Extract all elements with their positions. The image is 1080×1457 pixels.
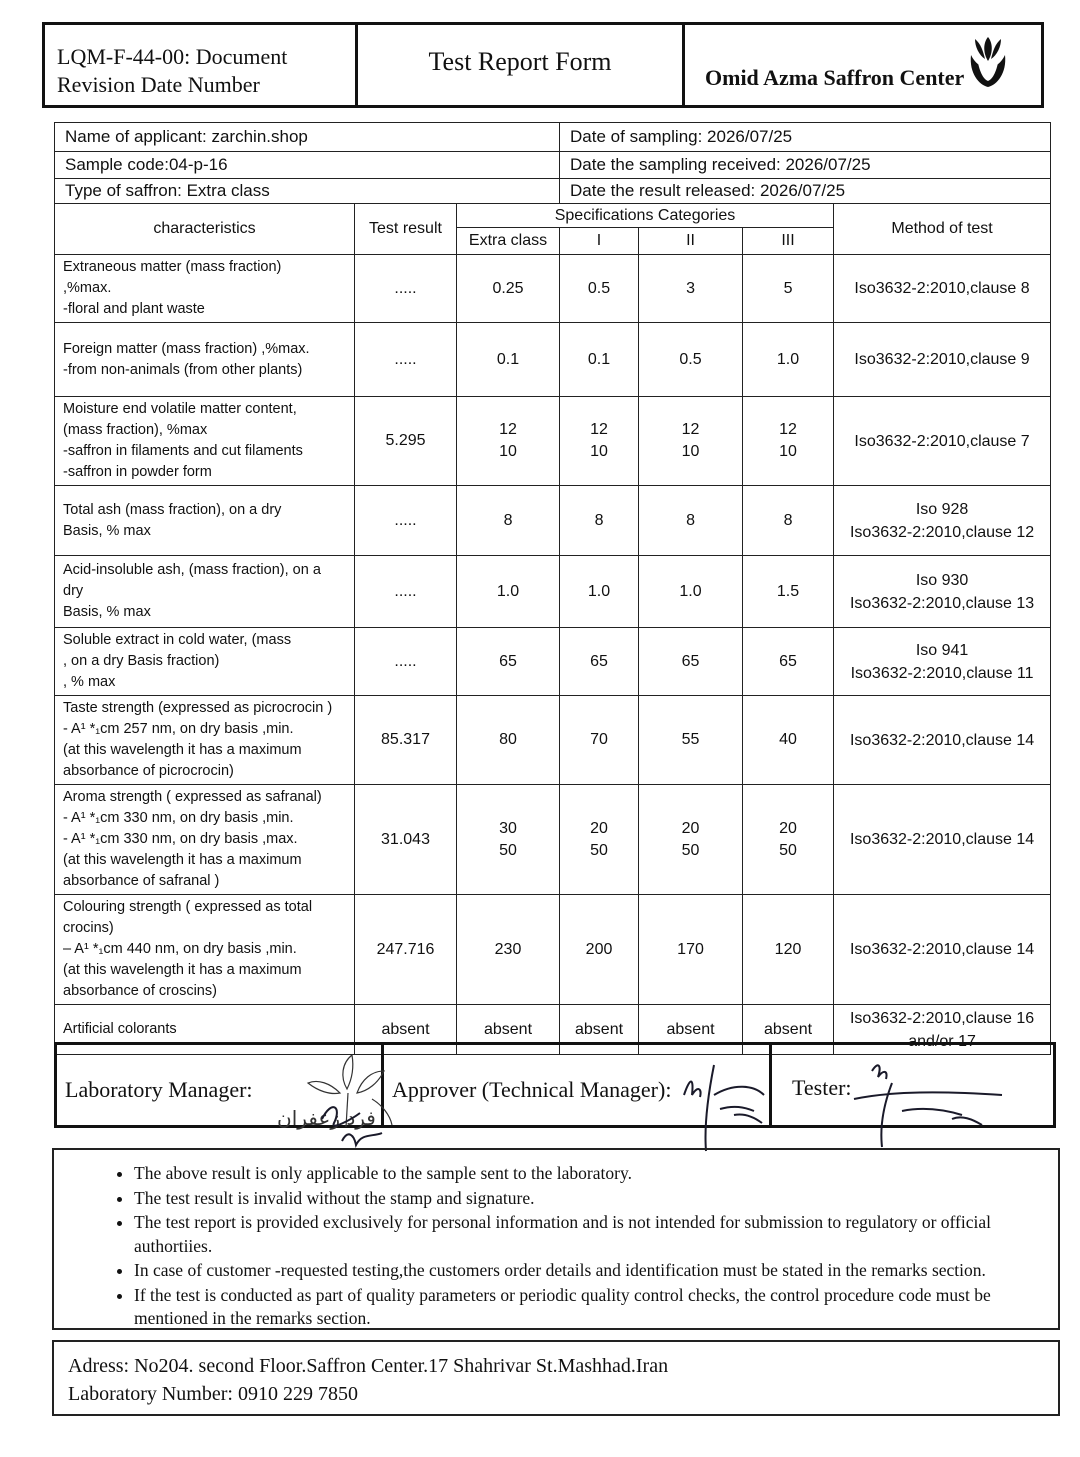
extra-class-cell: [457, 486, 560, 556]
method-cell: [834, 696, 1051, 785]
result-row: [55, 556, 1051, 628]
test-result-cell: 247.716: [355, 895, 457, 1005]
category-3-cell-line: absent: [764, 1020, 813, 1038]
category-2-cell-line: absent: [666, 1020, 715, 1038]
category-2-cell-line: 8: [686, 511, 695, 529]
category-1-cell-line: 200: [585, 940, 613, 958]
result-row: [55, 397, 1051, 486]
extra-class-cell-line: 0.25: [492, 279, 524, 297]
note-item: • In case of customer -requested testing,the customers order details and identification must be stated in the remarks section.: [134, 1259, 1040, 1283]
center-name: Omid Azma Saffron Center: [705, 65, 965, 90]
center-cell: [685, 25, 1041, 105]
category-1-cell: [560, 785, 639, 895]
extra-class-cell-line: 0.1: [496, 350, 520, 368]
characteristic-cell-line: ,%max.: [63, 280, 112, 296]
category-1-cell: [560, 696, 639, 785]
characteristic-cell-line: -from non-animals (from other plants): [63, 361, 303, 378]
category-1-cell-line: 20: [590, 819, 608, 837]
test-result-cell: .....: [355, 323, 457, 397]
category-2-cell: [639, 255, 743, 323]
category-1-cell-line: absent: [575, 1020, 624, 1038]
category-3-cell: [743, 696, 834, 785]
result-row: [55, 255, 1051, 323]
extra-class-cell: [457, 255, 560, 323]
approver-signature-icon: [674, 1055, 784, 1155]
method-cell-line: Iso 930: [915, 571, 969, 589]
test-result-cell: absent: [355, 1005, 457, 1055]
category-2-cell-line: 55: [681, 731, 700, 748]
extra-class-cell: [457, 397, 560, 486]
table-header-row: [55, 204, 1051, 228]
characteristic-cell-line: -saffron in powder form: [63, 464, 212, 480]
notes-box: [52, 1148, 1060, 1330]
category-3-cell-line: 10: [779, 443, 797, 460]
category-1-cell-line: 1.0: [587, 582, 611, 600]
result-row: [55, 895, 1051, 1005]
test-results-table: [54, 122, 1051, 1055]
characteristic-cell: [55, 785, 355, 895]
test-result-header: Test result: [355, 204, 457, 255]
category-1-cell-line: 10: [590, 443, 608, 460]
category-3-cell-line: 8: [783, 511, 793, 529]
category-1-cell: [560, 323, 639, 397]
characteristic-cell-line: – A¹ *₁cm 440 nm, on dry basis ,min.: [63, 941, 297, 957]
category-3-cell: [743, 397, 834, 486]
extra-class-cell: [457, 785, 560, 895]
characteristic-cell: [55, 397, 355, 486]
lab-manager-cell: [57, 1045, 384, 1130]
characteristic-cell-line: Soluble extract in cold water, (mass: [63, 632, 292, 648]
category-3-cell-line: 65: [779, 652, 797, 670]
characteristic-cell-line: -floral and plant waste: [63, 301, 205, 317]
approver-label: Approver (Technical Manager):: [392, 1077, 672, 1102]
category-3-cell-line: 1.5: [776, 582, 800, 600]
tester-cell: [772, 1045, 1053, 1125]
characteristic-cell-line: Basis, % max: [63, 522, 151, 539]
sampling-date: Date of sampling: 2026/07/25: [560, 123, 1051, 152]
category-3-cell: [743, 255, 834, 323]
characteristic-cell-line: (at this wavelength it has a maximum: [63, 962, 302, 978]
method-header: Method of test: [834, 204, 1051, 255]
extra-class-cell: [457, 323, 560, 397]
extra-class-cell: [457, 895, 560, 1005]
spec-categories-header: Specifications Categories: [457, 204, 834, 228]
category-3-cell: [743, 323, 834, 397]
info-row-1: [55, 123, 1051, 152]
category-2-cell-line: 10: [681, 443, 700, 460]
received-date: Date the sampling received: 2026/07/25: [560, 152, 1051, 179]
characteristic-cell-line: (mass fraction), %max: [63, 422, 208, 438]
category-3-cell-line: 40: [779, 731, 797, 748]
method-cell-line: Iso3632-2:2010,clause 11: [850, 664, 1034, 682]
note-item: • If the test is conducted as part of quality parameters or periodic quality control checks, the control procedure code must be mentioned in the remarks section.: [134, 1284, 1040, 1331]
extra-class-cell-line: 1.0: [496, 582, 520, 600]
characteristic-cell-line: absorbance of croscins): [63, 983, 217, 999]
lab-manager-label: Laboratory Manager:: [65, 1077, 253, 1102]
characteristic-cell-line: Taste strength (expressed as picrocrocin ): [63, 700, 333, 716]
method-cell: [834, 556, 1051, 628]
laboratory-number: Laboratory Number: 0910 229 7850: [68, 1383, 358, 1405]
characteristic-cell: [55, 556, 355, 628]
category-3-cell-line: 12: [779, 421, 797, 438]
characteristic-cell-line: , on a dry Basis fraction): [63, 653, 220, 669]
characteristic-cell-line: Aroma strength ( expressed as safranal): [63, 789, 322, 805]
characteristic-cell-line: Colouring strength ( expressed as total: [63, 899, 313, 915]
tester-signature-icon: [852, 1059, 1022, 1149]
characteristic-cell-line: -saffron in filaments and cut filaments: [63, 443, 303, 459]
address-line: Adress: No204. second Floor.Saffron Center.17 Shahrivar St.Mashhad.Iran: [68, 1355, 669, 1377]
category-1-cell: [560, 556, 639, 628]
characteristic-cell-line: (at this wavelength it has a maximum: [63, 742, 302, 758]
characteristic-cell-line: - A¹ *₁cm 330 nm, on dry basis ,max.: [63, 831, 298, 847]
category-1-cell: [560, 628, 639, 696]
test-result-cell: .....: [355, 628, 457, 696]
note-item: • The above result is only applicable to the sample sent to the laboratory.: [134, 1162, 1040, 1186]
characteristic-cell-line: absorbance of safranal ): [63, 873, 220, 889]
test-result-cell: .....: [355, 255, 457, 323]
saffron-type: Type of saffron: Extra class: [55, 179, 560, 204]
note-item: • The test report is provided exclusively for personal information and is not intended for submission to regulatory or official authortiies.: [134, 1211, 1040, 1258]
characteristic-cell-line: , % max: [63, 674, 116, 690]
category-2-cell-line: 1.0: [679, 582, 702, 600]
method-cell: [834, 785, 1051, 895]
result-row: [55, 696, 1051, 785]
extra-class-cell-line: 65: [499, 652, 517, 670]
method-cell-line: Iso3632-2:2010,clause 9: [854, 351, 1030, 368]
extra-class-cell-line: 30: [499, 819, 517, 837]
category-1-cell: [560, 895, 639, 1005]
characteristic-cell: [55, 628, 355, 696]
results-body: [55, 255, 1051, 1055]
tester-label: Tester:: [792, 1075, 852, 1100]
category-2-cell-line: 50: [681, 841, 700, 859]
method-cell: [834, 486, 1051, 556]
characteristic-cell-line: - A¹ *₁cm 257 nm, on dry basis ,min.: [63, 721, 294, 737]
characteristic-cell: [55, 486, 355, 556]
approver-cell: [384, 1045, 772, 1125]
characteristic-cell-line: Moisture end volatile matter content,: [63, 401, 297, 417]
method-cell: [834, 255, 1051, 323]
category-1-header: I: [560, 228, 639, 255]
method-cell-line: Iso3632-2:2010,clause 14: [849, 941, 1035, 958]
category-2-cell-line: 0.5: [679, 350, 702, 368]
category-1-cell: [560, 397, 639, 486]
method-cell-line: Iso3632-2:2010,clause 12: [849, 523, 1035, 541]
extra-class-cell-line: absent: [483, 1020, 533, 1038]
test-result-cell: .....: [355, 486, 457, 556]
characteristic-cell: [55, 696, 355, 785]
method-cell-line: Iso3632-2:2010,clause 14: [849, 731, 1035, 749]
note-item: • The test result is invalid without the stamp and signature.: [134, 1187, 1040, 1211]
address-box: [52, 1340, 1060, 1416]
extra-class-cell-line: 10: [499, 443, 517, 460]
category-2-cell-line: 3: [686, 279, 695, 297]
category-2-cell: [639, 696, 743, 785]
extra-class-cell: [457, 556, 560, 628]
characteristic-cell-line: Basis, % max: [63, 604, 151, 620]
category-2-cell: [639, 323, 743, 397]
category-1-cell-line: 0.5: [587, 279, 611, 297]
category-1-cell-line: 12: [590, 421, 608, 438]
characteristic-cell-line: Extraneous matter (mass fraction): [63, 259, 282, 275]
method-cell: [834, 397, 1051, 486]
characteristic-cell: [55, 323, 355, 397]
method-cell: [834, 323, 1051, 397]
category-3-cell: [743, 628, 834, 696]
extra-class-cell: [457, 628, 560, 696]
extra-class-cell-line: 50: [499, 841, 517, 859]
report-header: [42, 22, 1044, 108]
form-title: Test Report Form: [358, 25, 685, 105]
characteristic-cell-line: absorbance of picrocrocin): [63, 763, 234, 779]
category-3-cell: [743, 895, 834, 1005]
document-code-line2: Revision Date Number: [57, 72, 260, 97]
category-2-cell: [639, 397, 743, 486]
info-row-3: [55, 179, 1051, 204]
characteristic-cell: [55, 895, 355, 1005]
characteristic-cell: [55, 255, 355, 323]
category-2-cell-line: 65: [681, 652, 700, 670]
method-cell-line: Iso3632-2:2010,clause 13: [849, 594, 1035, 612]
test-result-cell: .....: [355, 556, 457, 628]
characteristic-cell-line: Artificial colorants: [63, 1021, 177, 1037]
characteristics-header: characteristics: [55, 204, 355, 255]
category-2-cell: [639, 556, 743, 628]
test-result-cell: 5.295: [355, 397, 457, 486]
category-3-header: III: [743, 228, 834, 255]
characteristic-cell-line: crocins): [63, 920, 114, 936]
category-2-header: II: [639, 228, 743, 255]
sample-code: Sample code:04-p-16: [55, 152, 560, 179]
method-cell-line: Iso 941: [915, 641, 969, 659]
category-1-cell: [560, 486, 639, 556]
notes-list: [100, 1162, 1040, 1331]
category-2-cell-line: 12: [681, 421, 700, 438]
result-row: [55, 323, 1051, 397]
category-2-cell: [639, 895, 743, 1005]
category-2-cell-line: 20: [681, 819, 700, 837]
category-2-cell: [639, 486, 743, 556]
method-cell-line: Iso3632-2:2010,clause 14: [849, 831, 1035, 848]
category-1-cell-line: 50: [590, 841, 608, 859]
stamp-text: فرد زعفران: [277, 1106, 376, 1130]
info-row-2: [55, 152, 1051, 179]
method-cell-line: Iso3632-2:2010,clause 8: [854, 280, 1030, 297]
method-cell-line: Iso 928: [915, 500, 969, 518]
method-cell-line: and/or 17: [908, 1032, 976, 1050]
category-3-cell-line: 50: [779, 841, 797, 859]
extra-class-cell-line: 80: [499, 731, 517, 748]
test-result-cell: 85.317: [355, 696, 457, 785]
category-3-cell-line: 120: [774, 940, 802, 958]
category-2-cell: [639, 785, 743, 895]
applicant-name: Name of applicant: zarchin.shop: [55, 123, 560, 152]
released-date: Date the result released: 2026/07/25: [560, 179, 1051, 204]
result-row: [55, 486, 1051, 556]
method-cell: [834, 628, 1051, 696]
characteristic-cell-line: Foreign matter (mass fraction) ,%max.: [63, 340, 310, 357]
category-1-cell-line: 70: [590, 731, 608, 748]
test-result-cell: 31.043: [355, 785, 457, 895]
document-code-cell: [45, 25, 358, 105]
method-cell-line: Iso3632-2:2010,clause 16: [849, 1009, 1035, 1027]
characteristic-cell-line: Acid-insoluble ash, (mass fraction), on a: [63, 562, 321, 578]
category-3-cell-line: 5: [783, 279, 793, 297]
extra-class-cell-line: 8: [503, 511, 513, 529]
extra-class-cell: [457, 696, 560, 785]
result-row: [55, 785, 1051, 895]
saffron-flower-logo-icon: [963, 33, 1013, 91]
document-code-line1: LQM-F-44-00: Document: [57, 44, 288, 69]
category-3-cell: [743, 785, 834, 895]
category-3-cell-line: 20: [779, 819, 797, 837]
category-1-cell-line: 0.1: [587, 350, 611, 368]
extra-class-cell-line: 230: [494, 940, 522, 958]
characteristic-cell-line: - A¹ *₁cm 330 nm, on dry basis ,min.: [63, 810, 294, 826]
signature-row: [54, 1042, 1056, 1128]
category-2-cell: [639, 628, 743, 696]
category-3-cell: [743, 486, 834, 556]
characteristic-cell-line: (at this wavelength it has a maximum: [63, 852, 302, 868]
category-1-cell: [560, 255, 639, 323]
category-3-cell-line: 1.0: [776, 350, 800, 368]
method-cell-line: Iso3632-2:2010,clause 7: [854, 432, 1030, 450]
result-row: [55, 628, 1051, 696]
category-1-cell-line: 65: [590, 652, 608, 670]
category-3-cell: [743, 556, 834, 628]
characteristic-cell-line: dry: [63, 583, 84, 599]
extra-class-header: Extra class: [457, 228, 560, 255]
category-2-cell-line: 170: [677, 940, 704, 958]
extra-class-cell-line: 12: [499, 421, 517, 438]
category-1-cell-line: 8: [594, 511, 604, 529]
method-cell: [834, 895, 1051, 1005]
characteristic-cell-line: Total ash (mass fraction), on a dry: [63, 501, 282, 518]
